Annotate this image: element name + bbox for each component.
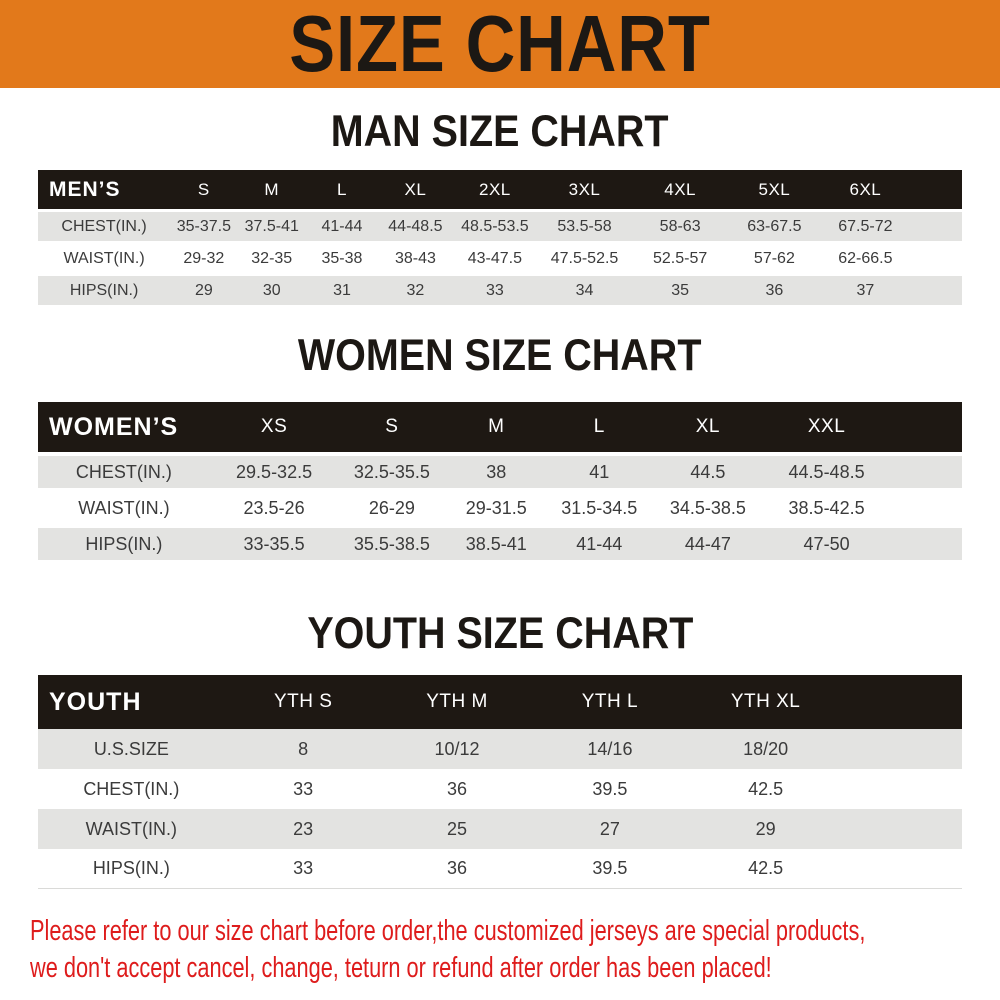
size-value-cell: 57-62 — [753, 249, 795, 267]
size-column-header: YTH XL — [688, 675, 844, 729]
size-value-cell: 41-44 — [547, 528, 651, 560]
measurement-label: WAIST(IN.) — [78, 497, 170, 518]
size-value-cell: 8 — [225, 729, 382, 769]
size-value-cell: 44.5-48.5 — [764, 456, 889, 488]
size-value-cell: 35-38 — [321, 249, 363, 267]
size-column-header: YTH M — [382, 675, 533, 729]
size-value-cell: 37 — [821, 276, 911, 305]
size-column-header: M — [238, 170, 306, 209]
size-value-cell: 35.5-38.5 — [338, 528, 445, 560]
size-value-cell: 32-35 — [251, 249, 293, 267]
size-column-header: XL — [378, 170, 453, 209]
filler-cell — [844, 809, 962, 849]
size-column-header: S — [170, 170, 237, 209]
table-corner-label: YOUTH — [38, 675, 225, 729]
filler-cell — [844, 769, 962, 809]
size-value-cell: 52.5-57 — [653, 249, 708, 267]
measurement-label: HIPS(IN.) — [38, 528, 210, 560]
youth-size-chart-section — [0, 607, 1000, 889]
table-corner-label: WOMEN’S — [38, 402, 210, 452]
size-column-header: XS — [210, 402, 338, 452]
table-row — [38, 528, 962, 560]
note-line-2: we don't accept cancel, change, teturn or refund after order has been placed! — [30, 952, 772, 984]
size-value-cell: 38.5-41 — [445, 528, 547, 560]
size-value-cell: 63-67.5 — [728, 212, 820, 241]
size-value-cell: 43-47.5 — [467, 249, 523, 267]
size-value-cell: 26-29 — [368, 497, 415, 518]
men-size-chart-section — [0, 105, 1000, 308]
size-column-header: 5XL — [728, 170, 820, 209]
size-value-cell: 44-47 — [651, 528, 764, 560]
size-value-cell: 41-44 — [306, 212, 378, 241]
measurement-label: WAIST(IN.) — [63, 249, 145, 267]
table-corner-label: MEN’S — [38, 170, 170, 209]
filler-cell — [889, 528, 962, 560]
size-value-cell: 42.5 — [748, 778, 784, 799]
page-title: SIZE CHART — [289, 0, 711, 88]
size-value-cell: 14/16 — [532, 729, 687, 769]
size-value-cell: 29.5-32.5 — [210, 456, 338, 488]
size-column-header: 2XL — [453, 170, 537, 209]
filler-cell — [844, 849, 962, 889]
table-row — [38, 276, 962, 305]
size-column-header: XXL — [764, 402, 889, 452]
men-section-title: MAN SIZE CHART — [331, 105, 669, 156]
size-value-cell: 35-37.5 — [170, 212, 237, 241]
youth-section-title: YOUTH SIZE CHART — [306, 607, 694, 658]
table-row — [38, 809, 962, 849]
size-column-header: YTH L — [532, 675, 687, 729]
size-value-cell: 33 — [453, 276, 537, 305]
size-value-cell: 29-32 — [183, 249, 225, 267]
size-value-cell: 38-43 — [394, 249, 436, 267]
size-value-cell: 44-48.5 — [378, 212, 453, 241]
size-column-header: 3XL — [537, 170, 632, 209]
size-value-cell: 41 — [547, 456, 651, 488]
table-row — [38, 769, 962, 809]
table-row — [38, 492, 962, 524]
size-value-cell: 29 — [688, 809, 844, 849]
table-row — [38, 849, 962, 889]
size-value-cell: 32 — [378, 276, 453, 305]
size-value-cell: 58-63 — [632, 212, 728, 241]
size-column-header: L — [547, 402, 651, 452]
table-header-row — [38, 402, 962, 452]
size-column-header: S — [338, 402, 445, 452]
size-column-header: YTH S — [225, 675, 382, 729]
size-column-header: M — [445, 402, 547, 452]
measurement-label: CHEST(IN.) — [83, 778, 180, 799]
size-value-cell: 27 — [532, 809, 687, 849]
size-value-cell: 36 — [728, 276, 820, 305]
men-size-table — [38, 167, 962, 308]
filler-cell — [844, 729, 962, 769]
size-value-cell: 47.5-52.5 — [550, 249, 619, 267]
measurement-label: U.S.SIZE — [38, 729, 225, 769]
size-value-cell: 18/20 — [688, 729, 844, 769]
size-value-cell: 48.5-53.5 — [453, 212, 537, 241]
size-value-cell: 29-31.5 — [465, 497, 527, 518]
size-value-cell: 37.5-41 — [238, 212, 306, 241]
size-value-cell: 33 — [293, 778, 314, 799]
table-header-row — [38, 170, 962, 209]
size-column-header: 6XL — [821, 170, 911, 209]
size-value-cell: 36 — [447, 778, 468, 799]
size-value-cell: 47-50 — [764, 528, 889, 560]
women-size-table — [38, 398, 962, 564]
measurement-label: HIPS(IN.) — [38, 849, 225, 889]
size-value-cell: 32.5-35.5 — [338, 456, 445, 488]
size-value-cell: 31 — [306, 276, 378, 305]
size-value-cell: 34 — [537, 276, 632, 305]
measurement-label: CHEST(IN.) — [38, 456, 210, 488]
size-value-cell: 67.5-72 — [821, 212, 911, 241]
filler-cell — [910, 244, 962, 273]
order-policy-note — [30, 913, 1000, 987]
size-value-cell: 38.5-42.5 — [788, 497, 865, 518]
size-value-cell: 30 — [238, 276, 306, 305]
size-value-cell: 31.5-34.5 — [561, 497, 638, 518]
size-value-cell: 39.5 — [532, 849, 687, 889]
size-value-cell: 23 — [225, 809, 382, 849]
table-row — [38, 244, 962, 273]
banner — [0, 0, 1000, 88]
size-value-cell: 33-35.5 — [210, 528, 338, 560]
size-value-cell: 39.5 — [592, 778, 628, 799]
size-value-cell: 44.5 — [651, 456, 764, 488]
table-row — [38, 729, 962, 769]
size-value-cell: 23.5-26 — [243, 497, 305, 518]
filler-cell — [910, 276, 962, 305]
youth-size-table — [38, 675, 962, 889]
filler-cell — [889, 456, 962, 488]
size-value-cell: 62-66.5 — [838, 249, 893, 267]
size-value-cell: 36 — [382, 849, 533, 889]
size-value-cell: 25 — [382, 809, 533, 849]
filler-cell — [910, 170, 962, 209]
size-value-cell: 53.5-58 — [537, 212, 632, 241]
filler-cell — [844, 675, 962, 729]
size-column-header: 4XL — [632, 170, 728, 209]
size-column-header: L — [306, 170, 378, 209]
size-value-cell: 33 — [225, 849, 382, 889]
filler-cell — [889, 492, 962, 524]
size-value-cell: 34.5-38.5 — [669, 497, 746, 518]
measurement-label: HIPS(IN.) — [38, 276, 170, 305]
measurement-label: CHEST(IN.) — [38, 212, 170, 241]
table-row — [38, 212, 962, 241]
size-value-cell: 10/12 — [382, 729, 533, 769]
filler-cell — [889, 402, 962, 452]
measurement-label: WAIST(IN.) — [38, 809, 225, 849]
size-value-cell: 29 — [170, 276, 237, 305]
size-value-cell: 35 — [632, 276, 728, 305]
women-size-chart-section — [0, 329, 1000, 564]
filler-cell — [910, 212, 962, 241]
women-section-title: WOMEN SIZE CHART — [298, 329, 702, 380]
table-header-row — [38, 675, 962, 729]
note-line-1: Please refer to our size chart before order,the customized jerseys are special products, — [30, 915, 866, 947]
size-column-header: XL — [651, 402, 764, 452]
size-value-cell: 42.5 — [688, 849, 844, 889]
table-row — [38, 456, 962, 488]
size-value-cell: 38 — [445, 456, 547, 488]
